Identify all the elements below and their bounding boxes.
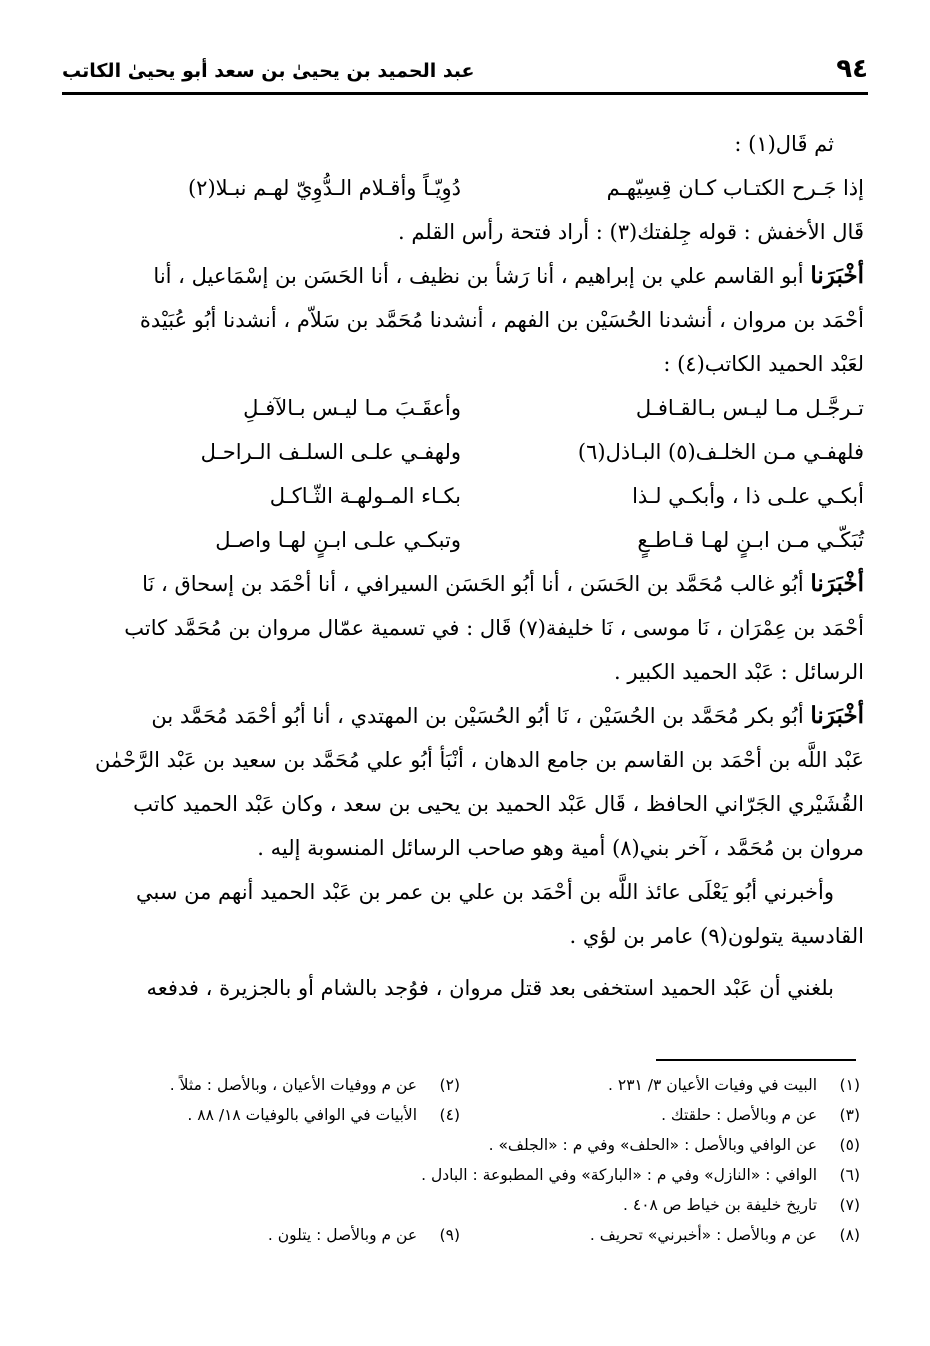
page-header — [62, 54, 868, 95]
isnad-lead: أخْبَرَنا — [810, 702, 864, 729]
page-number: ٩٤ — [836, 54, 868, 84]
verse-first-hemistich: أبكـي علـى ذا ، وأبكـي لـذا — [632, 484, 864, 508]
verse-line — [58, 518, 864, 562]
footnote-number: (٧) — [839, 1196, 860, 1214]
footnote-row — [60, 1100, 860, 1130]
footnote-number: (٤) — [439, 1106, 460, 1124]
paragraph-line: لعَبْد الحميد الكاتب(٤) : — [663, 352, 864, 376]
footnote — [60, 1220, 460, 1250]
verse-first-hemistich: تُبَكّـي مـن ابـنٍ لهـا قـاطـعٍ — [637, 528, 864, 552]
verse-line — [58, 386, 864, 430]
main-text — [58, 122, 864, 1010]
footnote — [60, 1130, 860, 1160]
paragraph-text: أبُو غالب مُحَمَّد بن الحَسَن ، أنا أبُو الحَسَن السيرافي ، أنا أحْمَد بن إسحاق ، نَا — [142, 572, 804, 596]
footnote-text: عن م وبالأصل : «أخبرني» تحريف . — [589, 1226, 818, 1244]
footnote-number: (٢) — [439, 1076, 460, 1094]
footnote-text: عن م وبالأصل : حلقتك . — [661, 1106, 818, 1124]
paragraph-line: قَال الأخفش : قوله جِلفتك(٣) : أراد فتحة رأس القلم . — [397, 220, 864, 244]
footnote-row — [60, 1160, 860, 1190]
footnote-row — [60, 1220, 860, 1250]
footnote-text: عن الوافي وبالأصل : «الحلف» وفي م : «الجلف» . — [488, 1136, 818, 1154]
verse-second-hemistich: بكـاء المـولهـة الثّـاكـل — [269, 484, 461, 508]
paragraph-line — [58, 694, 864, 738]
paragraph-line: بلغني أن عَبْد الحميد استخفى بعد قتل مروان ، فوُجد بالشام أو بالجزيرة ، فدفعه — [146, 976, 834, 1000]
paragraph-line: مروان بن مُحَمَّد ، آخر بني(٨) أمية وهو صاحب الرسائل المنسوبة إليه . — [257, 836, 864, 860]
footnote-row — [60, 1190, 860, 1220]
verse-second-hemistich: وأعقَـبَ مـا ليـس بـالآفـلِ — [243, 396, 461, 420]
footnote-number: (٦) — [839, 1166, 860, 1184]
paragraph-line — [58, 562, 864, 606]
footnote-text: الأبيات في الوافي بالوفيات ١٨/ ٨٨ . — [187, 1106, 418, 1124]
paragraph-line: القادسية يتولون(٩) عامر بن لؤي . — [569, 924, 864, 948]
paragraph-line: القُشَيْري الجَرّاني الحافظ ، قَال عَبْد الحميد بن يحيى بن سعد ، وكان عَبْد الحميد كاتب — [133, 792, 864, 816]
paragraph-text: أبُو بكر مُحَمَّد بن الحُسَيْن ، نَا أبُو الحُسَيْن بن المهتدي ، أنا أبُو أحْمَد مُحَمَّد بن — [151, 704, 804, 728]
verse-line — [58, 430, 864, 474]
footnote-divider — [656, 1059, 856, 1061]
footnote-text: البيت في وفيات الأعيان ٣/ ٢٣١ . — [608, 1076, 818, 1094]
footnote — [460, 1220, 860, 1250]
verse-second-hemistich: دُوِيّـاً وأقـلام الـدُّوِيّ لهـم نبـلا(٢) — [187, 176, 461, 200]
footnote-text: الوافي : «النازل» وفي م : «الباركة» وفي المطبوعة : البادل . — [421, 1166, 818, 1184]
paragraph-line: ثم قَال(١) : — [734, 132, 834, 156]
footnote-number: (٨) — [839, 1226, 860, 1244]
verse-second-hemistich: وتبكـي علـى ابـنٍ لهـا واصـل — [215, 528, 461, 552]
footnote — [60, 1100, 460, 1130]
footnote — [460, 1070, 860, 1100]
paragraph-line: الرسائل : عَبْد الحميد الكبير . — [614, 660, 864, 684]
footnote-number: (١) — [839, 1076, 860, 1094]
verse-first-hemistich: تـرجَّـل مـا ليـس بـالقـافـل — [635, 396, 864, 420]
running-title: عبد الحميد بن يحيىٰ بن سعد أبو يحيىٰ الكاتب — [62, 60, 475, 82]
footnote-text: تاريخ خليفة بن خياط ص ٤٠٨ . — [623, 1196, 818, 1214]
paragraph-line: أحْمَد بن عِمْرَان ، نَا موسى ، نَا خليفة(٧) قَال : في تسمية عمّال مروان بن مُحَمَّد كاتب — [124, 616, 864, 640]
verse-first-hemistich: فلهفـي مـن الخلـف(٥) البـاذل(٦) — [577, 440, 864, 464]
verse-line — [58, 166, 864, 210]
footnote — [60, 1190, 860, 1220]
paragraph-line — [58, 254, 864, 298]
verse-line — [58, 474, 864, 518]
isnad-lead: أخْبَرَنا — [810, 570, 864, 597]
isnad-lead: أخْبَرَنا — [810, 262, 864, 289]
footnote — [60, 1070, 460, 1100]
footnote-text: عن م وبالأصل : يتلون . — [267, 1226, 418, 1244]
footnote — [60, 1160, 860, 1190]
footnotes — [60, 1070, 860, 1250]
footnote-text: عن م ووفيات الأعيان ، وبالأصل : مثلاً . — [169, 1076, 418, 1094]
paragraph-line: أحْمَد بن مروان ، أنشدنا الحُسَيْن بن الفهم ، أنشدنا مُحَمَّد بن سَلاّم ، أنشدنا أبُو عُبَيْدة — [139, 308, 864, 332]
footnote-row — [60, 1070, 860, 1100]
paragraph-line: عَبْد اللَّه بن أحْمَد بن القاسم بن جامع الدهان ، أنْبَأ أبُو علي مُحَمَّد بن سعيد بن عَبْد الرَّحْمٰن — [95, 748, 864, 772]
verse-second-hemistich: ولهفـي علـى السلـف الـراحـل — [200, 440, 461, 464]
footnote-number: (٩) — [439, 1226, 460, 1244]
footnote-number: (٥) — [839, 1136, 860, 1154]
footnote-number: (٣) — [839, 1106, 860, 1124]
paragraph-text: أبو القاسم علي بن إبراهيم ، أنا رَشأ بن نظيف ، أنا الحَسَن بن إسْمَاعيل ، أنا — [153, 264, 804, 288]
footnote-row — [60, 1130, 860, 1160]
paragraph-line: وأخبرني أبُو يَعْلَى عائذ اللَّه بن أحْمَد بن علي بن عمر بن عَبْد الحميد أنهم من سبي — [136, 880, 834, 904]
footnote — [460, 1100, 860, 1130]
verse-first-hemistich: إذا جَـرح الكتـاب كـان قِسِيّهـم — [606, 176, 864, 200]
